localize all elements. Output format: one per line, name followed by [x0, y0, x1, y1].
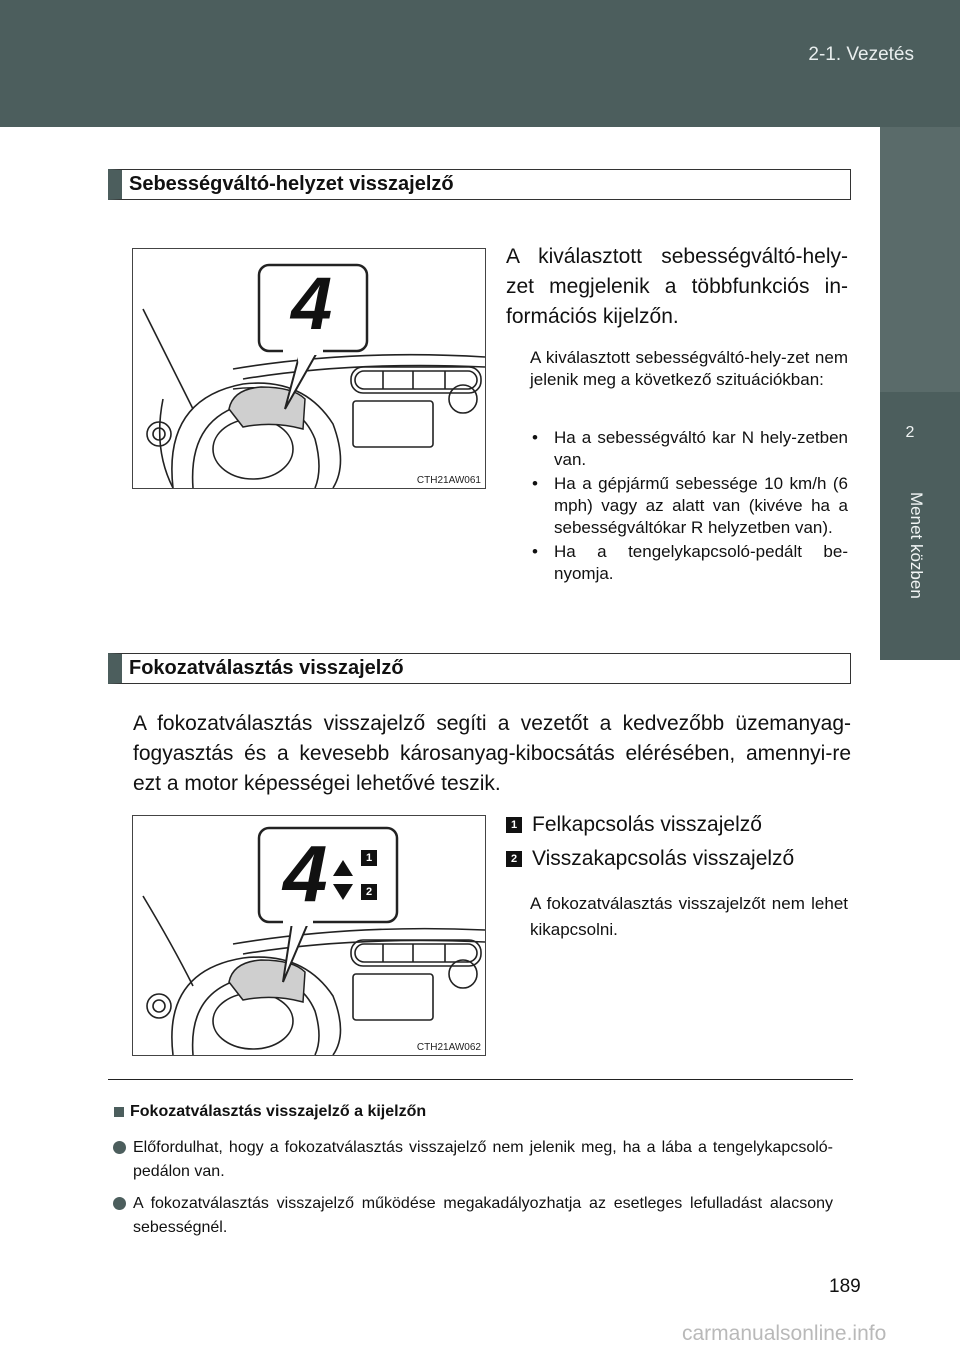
- side-tab-spacer: [880, 127, 960, 392]
- header-section-title: 2-1. Vezetés: [808, 44, 914, 65]
- item-label: Felkapcsolás visszajelző: [532, 813, 762, 836]
- gear-position-conditions: [530, 427, 848, 587]
- gear-digit: 4: [291, 262, 333, 345]
- list-item: • Ha a sebességváltó kar N hely-zetben van.: [532, 428, 848, 469]
- item-label: Visszakapcsolás visszajelző: [532, 847, 795, 870]
- list-item: • Ha a gépjármű sebessége 10 km/h (6 mph) vagy az alatt van (kivéve ha a sebességváltókar R helyzetben van).: [532, 474, 848, 537]
- square-bullet-icon: [114, 1107, 124, 1117]
- callout-number: 2: [365, 886, 373, 898]
- circle-bullet-icon: [113, 1141, 126, 1154]
- gear-position-note: A kiválasztott sebességváltó-hely-zet nem jelenik meg a következő szituációkban:: [530, 348, 848, 389]
- section-heading-shift-indicator: [108, 653, 851, 684]
- watermark: carmanualsonline.info: [682, 1322, 887, 1345]
- chapter-number: 2: [905, 424, 915, 441]
- bottom-info-heading: Fokozatválasztás visszajelző a kijelzőn: [114, 1103, 426, 1121]
- item-number: 1: [506, 817, 522, 833]
- page-number: 189: [829, 1276, 861, 1297]
- list-item: • Ha a tengelykapcsoló-pedált be-nyomja.: [532, 542, 848, 583]
- item-number: 2: [506, 851, 522, 867]
- figure-gear-position-display: [132, 248, 486, 489]
- gear-position-intro: A kiválasztott sebességváltó-hely-zet megjelenik a többfunkciós in-formációs kijelzőn.: [506, 245, 848, 328]
- figure-code: CTH21AW061: [416, 475, 481, 486]
- section-title: Sebességváltó-helyzet visszajelző: [129, 173, 454, 195]
- figure-code: CTH21AW062: [416, 1042, 481, 1053]
- section-title: Fokozatválasztás visszajelző: [129, 657, 404, 679]
- section-heading-gear-position: [108, 169, 851, 200]
- downshift-indicator-item: [506, 847, 794, 871]
- info-note: A fokozatválasztás visszajelző működése megakadályozhatja az esetleges lefulladást alacsony sebességnél.: [133, 1192, 833, 1240]
- shift-indicator-note: A fokozatválasztás visszajelzőt nem lehet kikapcsolni.: [530, 894, 848, 939]
- chapter-side-tab: [880, 392, 960, 660]
- chapter-title: Menet közben: [907, 492, 926, 599]
- figure-shift-indicator-display: [132, 815, 486, 1056]
- upshift-indicator-item: [506, 813, 762, 837]
- page-header: [0, 0, 960, 127]
- circle-bullet-icon: [113, 1197, 126, 1210]
- callout-number: 1: [365, 852, 373, 864]
- gear-digit: 4: [283, 829, 328, 918]
- info-note: Előfordulhat, hogy a fokozatválasztás visszajelző nem jelenik meg, ha a lába a tengelykapcsoló-pedálon van.: [133, 1136, 833, 1184]
- shift-indicator-intro: A fokozatválasztás visszajelző segíti a vezetőt a kedvezőbb üzemanyag-fogyasztás és a kevesebb károsanyag-kibocsátás elérésében, amennyi-re ezt a motor képességei lehetővé teszik.: [133, 712, 851, 795]
- divider: [108, 1079, 853, 1080]
